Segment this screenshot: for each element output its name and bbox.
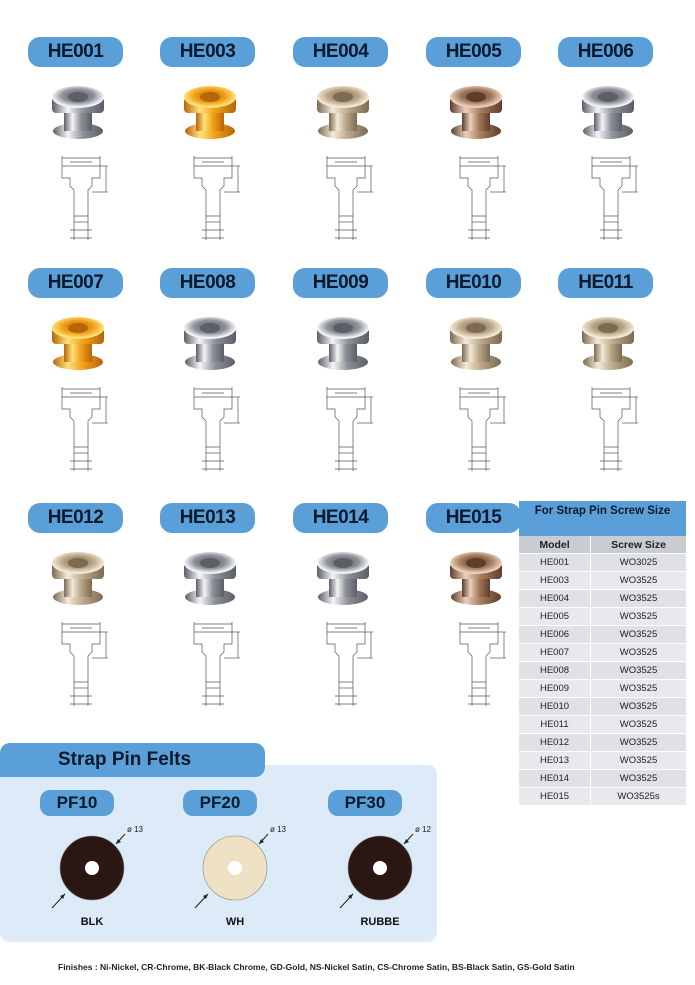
strap-pin-photo xyxy=(573,306,643,376)
screw-size-cell: WO3525 xyxy=(619,593,658,604)
table-row xyxy=(519,644,686,662)
finishes-note: Finishes : Ni-Nickel, CR-Chrome, BK-Black Chrome, GD-Gold, NS-Nickel Satin, CS-Chrome Satin, BS-Black Satin, GS-Gold Satin xyxy=(58,962,575,972)
model-cell: HE011 xyxy=(519,716,591,733)
product-code-badge: HE006 xyxy=(558,37,653,67)
model-cell: HE010 xyxy=(519,698,591,715)
felt-color-label: WH xyxy=(225,916,245,928)
felt-diameter-label: ø 13 xyxy=(127,825,144,834)
product-card xyxy=(20,268,140,488)
screw-size-cell: WO3525 xyxy=(619,647,658,658)
felt-washer-drawing xyxy=(318,816,448,916)
product-card xyxy=(418,268,538,488)
product-card xyxy=(285,268,405,488)
screw-size-cell: WO3525 xyxy=(619,701,658,712)
product-card xyxy=(152,37,272,257)
screw-size-cell: WO3525 xyxy=(619,683,658,694)
screw-size-cell: WO3525s xyxy=(617,791,660,802)
table-row xyxy=(519,590,686,608)
strap-pin-photo xyxy=(43,541,113,611)
felt-item xyxy=(30,790,160,940)
model-cell: HE004 xyxy=(519,590,591,607)
screw-size-cell: WO3525 xyxy=(619,665,658,676)
product-code-badge: HE010 xyxy=(426,268,521,298)
felt-diameter-label: ø 13 xyxy=(270,825,287,834)
screw-size-table xyxy=(519,501,686,811)
product-code-badge: HE003 xyxy=(160,37,255,67)
technical-drawing xyxy=(48,152,118,247)
felt-code-badge: PF10 xyxy=(40,790,114,816)
product-card xyxy=(285,37,405,257)
technical-drawing xyxy=(180,152,250,247)
header-model: Model xyxy=(519,536,591,553)
strap-pin-photo xyxy=(308,541,378,611)
product-code-badge: HE004 xyxy=(293,37,388,67)
felt-code-badge: PF20 xyxy=(183,790,257,816)
technical-drawing xyxy=(48,618,118,713)
technical-drawing xyxy=(446,152,516,247)
table-row xyxy=(519,680,686,698)
table-row xyxy=(519,572,686,590)
felt-item xyxy=(173,790,303,940)
product-card xyxy=(20,503,140,723)
technical-drawing xyxy=(578,383,648,478)
model-cell: HE013 xyxy=(519,752,591,769)
screw-table-body xyxy=(519,554,686,806)
technical-drawing xyxy=(446,618,516,713)
technical-drawing xyxy=(313,383,383,478)
product-code-badge: HE008 xyxy=(160,268,255,298)
strap-pin-photo xyxy=(441,541,511,611)
product-code-badge: HE005 xyxy=(426,37,521,67)
product-code-badge: HE007 xyxy=(28,268,123,298)
screw-size-cell: WO3525 xyxy=(619,611,658,622)
model-cell: HE009 xyxy=(519,680,591,697)
technical-drawing xyxy=(48,383,118,478)
header-screw-size: Screw Size xyxy=(611,539,666,551)
product-code-badge: HE011 xyxy=(558,268,653,298)
strap-pin-photo xyxy=(441,306,511,376)
table-row xyxy=(519,626,686,644)
technical-drawing xyxy=(313,152,383,247)
table-row xyxy=(519,554,686,572)
felt-washer-drawing xyxy=(30,816,160,916)
strap-pin-photo xyxy=(43,306,113,376)
technical-drawing xyxy=(180,618,250,713)
product-card xyxy=(285,503,405,723)
felt-washer-drawing xyxy=(173,816,303,916)
product-card xyxy=(550,268,670,488)
screw-table-title: For Strap Pin Screw Size xyxy=(519,501,686,536)
table-row xyxy=(519,770,686,788)
screw-size-cell: WO3525 xyxy=(619,755,658,766)
strap-pin-photo xyxy=(175,306,245,376)
table-row xyxy=(519,734,686,752)
felt-color-label: RUBBE xyxy=(360,916,400,928)
model-cell: HE014 xyxy=(519,770,591,787)
table-row xyxy=(519,698,686,716)
model-cell: HE008 xyxy=(519,662,591,679)
product-card xyxy=(418,37,538,257)
strap-pin-photo xyxy=(175,541,245,611)
table-row xyxy=(519,752,686,770)
model-cell: HE007 xyxy=(519,644,591,661)
screw-size-cell: WO3525 xyxy=(619,737,658,748)
screw-size-cell: WO3525 xyxy=(619,719,658,730)
felt-color-label: BLK xyxy=(80,916,104,928)
product-code-badge: HE013 xyxy=(160,503,255,533)
product-code-badge: HE009 xyxy=(293,268,388,298)
felt-code-badge: PF30 xyxy=(328,790,402,816)
screw-table-header xyxy=(519,536,686,554)
felt-item xyxy=(318,790,448,940)
model-cell: HE012 xyxy=(519,734,591,751)
technical-drawing xyxy=(578,152,648,247)
product-code-badge: HE012 xyxy=(28,503,123,533)
screw-size-cell: WO3525 xyxy=(619,575,658,586)
model-cell: HE005 xyxy=(519,608,591,625)
technical-drawing xyxy=(180,383,250,478)
screw-size-cell: WO3025 xyxy=(619,557,658,568)
screw-size-cell: WO3525 xyxy=(619,773,658,784)
strap-pin-photo xyxy=(308,75,378,145)
product-card xyxy=(550,37,670,257)
model-cell: HE001 xyxy=(519,554,591,571)
product-code-badge: HE014 xyxy=(293,503,388,533)
felts-title: Strap Pin Felts xyxy=(0,743,265,777)
strap-pin-photo xyxy=(573,75,643,145)
model-cell: HE003 xyxy=(519,572,591,589)
table-row xyxy=(519,716,686,734)
strap-pin-photo xyxy=(441,75,511,145)
model-cell: HE015 xyxy=(519,788,591,805)
product-card xyxy=(152,268,272,488)
product-card xyxy=(152,503,272,723)
strap-pin-photo xyxy=(175,75,245,145)
product-code-badge: HE001 xyxy=(28,37,123,67)
product-card xyxy=(20,37,140,257)
strap-pin-photo xyxy=(43,75,113,145)
model-cell: HE006 xyxy=(519,626,591,643)
table-row xyxy=(519,788,686,806)
screw-size-cell: WO3525 xyxy=(619,629,658,640)
technical-drawing xyxy=(313,618,383,713)
table-row xyxy=(519,608,686,626)
technical-drawing xyxy=(446,383,516,478)
strap-pin-photo xyxy=(308,306,378,376)
felt-diameter-label: ø 12 xyxy=(415,825,432,834)
table-row xyxy=(519,662,686,680)
product-code-badge: HE015 xyxy=(426,503,521,533)
